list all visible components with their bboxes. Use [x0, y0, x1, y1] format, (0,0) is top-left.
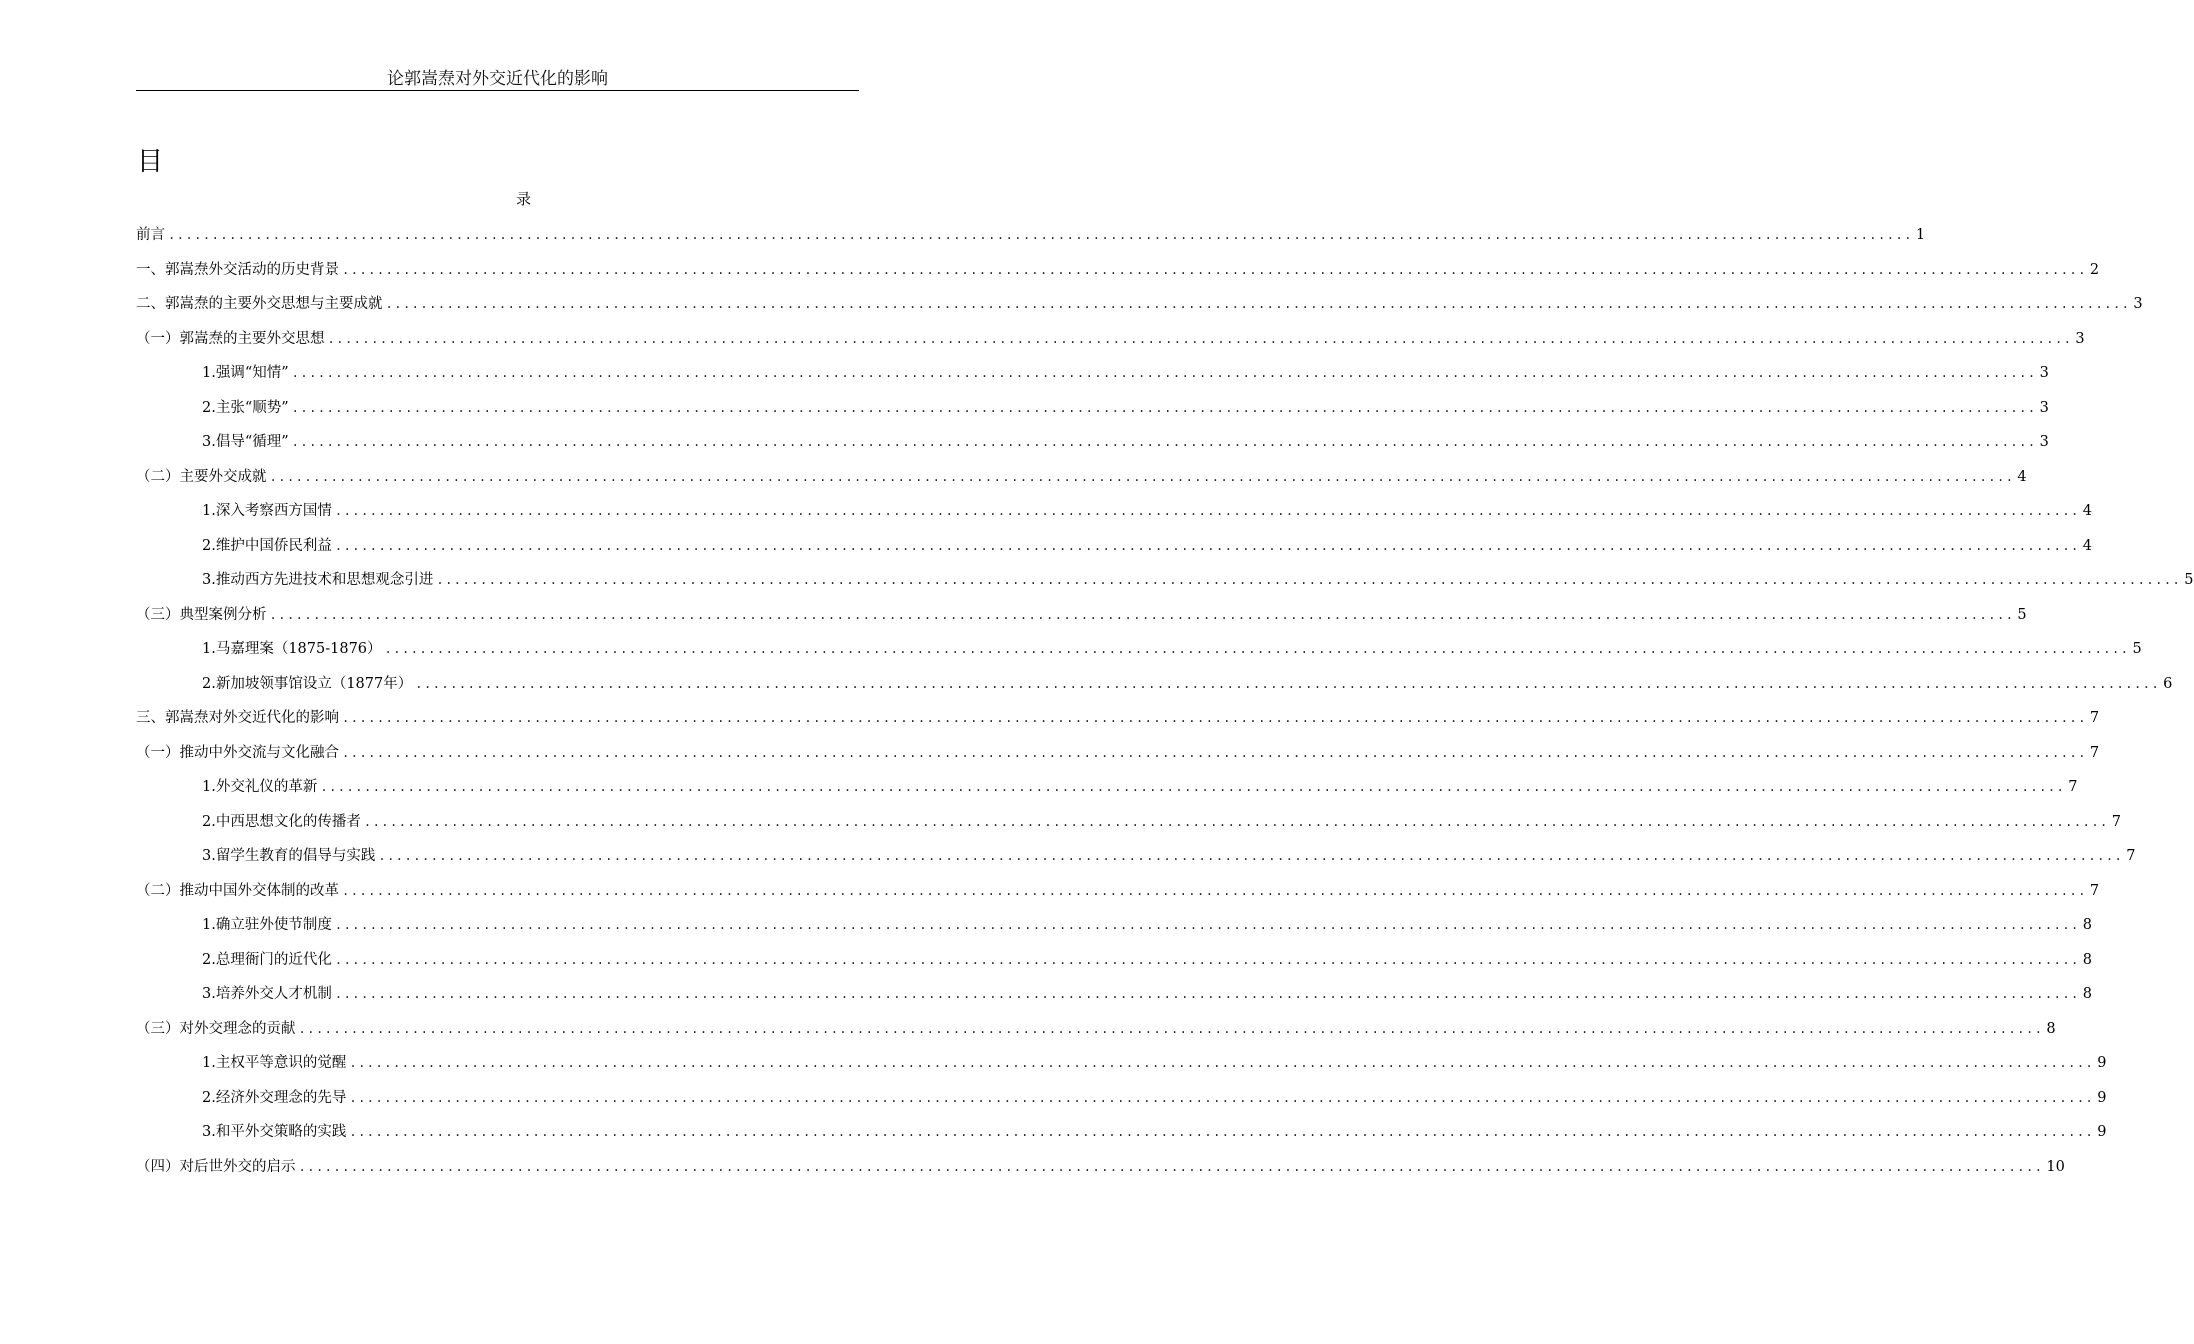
toc-entry-label: 3.推动西方先进技术和思想观念引进 [202, 572, 434, 588]
dot-leader: ........................................................................................................................................................................................................ [349, 1125, 2095, 1139]
toc-entry-label: 2.主张“顺势” [202, 399, 289, 416]
dot-leader: ........................................................................................................................................................................................................ [342, 711, 2087, 725]
toc-entry[interactable] [136, 1156, 2065, 1191]
toc-entry-label: 3.培养外交人才机制 [202, 986, 332, 1002]
toc-entry-page-number: 3 [2075, 330, 2085, 347]
toc-entry-label: 1.马嘉理案（1875-1876） [202, 641, 382, 657]
header-rule [136, 90, 859, 91]
dot-leader: ........................................................................................................................................................................................................ [334, 918, 2080, 932]
toc-entry-page-number: 3 [2039, 399, 2049, 416]
toc-entry-label: 一、郭嵩焘外交活动的历史背景 [136, 261, 339, 278]
toc-entry[interactable] [136, 569, 2194, 604]
toc-entry[interactable] [136, 638, 2142, 673]
toc-entry[interactable] [136, 1052, 2107, 1087]
toc-entry[interactable] [136, 500, 2092, 535]
toc-entry-label: 1.强调“知情” [202, 365, 289, 381]
toc-entry[interactable] [136, 707, 2100, 742]
toc-entry-page-number: 1 [1915, 227, 1926, 243]
toc-entry[interactable] [136, 776, 2078, 811]
dot-leader: ........................................................................................................................................................................................................ [363, 814, 2109, 829]
toc-entry-page-number: 4 [2082, 537, 2092, 554]
toc-entry-label: 前言 [136, 227, 165, 243]
toc-entry-page-number: 5 [2184, 572, 2194, 588]
toc-entry-label: 2.总理衙门的近代化 [202, 951, 332, 968]
toc-entry-label: （一）郭嵩焘的主要外交思想 [136, 330, 325, 347]
toc-entry[interactable] [136, 1087, 2107, 1122]
toc-entry[interactable] [136, 362, 2049, 397]
dot-leader: ........................................................................................................................................................................................................ [342, 262, 2087, 277]
toc-entry-page-number: 9 [2097, 1055, 2107, 1071]
dot-leader: ........................................................................................................................................................................................................ [298, 1021, 2044, 1036]
toc-entry[interactable] [136, 604, 2027, 639]
toc-entry-label: 1.主权平等意识的觉醒 [202, 1055, 347, 1071]
toc-entry-page-number: 7 [2068, 779, 2078, 795]
dot-leader: ........................................................................................................................................................................................................ [334, 538, 2080, 553]
toc-entry[interactable] [136, 983, 2092, 1018]
dot-leader: ........................................................................................................................................................................................................ [436, 573, 2182, 587]
toc-entry-page-number: 9 [2097, 1124, 2107, 1140]
toc-entry-label: 二、郭嵩焘的主要外交思想与主要成就 [136, 296, 383, 312]
document-header-title: 论郭嵩焘对外交近代化的影响 [387, 69, 608, 89]
toc-entry[interactable] [136, 673, 2173, 708]
dot-leader: ........................................................................................................................................................................................................ [334, 987, 2080, 1001]
toc-entry-page-number: 4 [2017, 468, 2027, 485]
toc-entry-page-number: 7 [2126, 848, 2136, 864]
toc-entry[interactable] [136, 535, 2092, 570]
toc-entry-label: 1.确立驻外使节制度 [202, 917, 332, 933]
toc-entry[interactable] [136, 224, 1926, 259]
toc-entry-page-number: 8 [2082, 986, 2092, 1002]
toc-entry-label: 3.倡导“循理” [202, 434, 289, 450]
toc-title: 目 [137, 147, 164, 177]
toc-entry-page-number: 3 [2133, 296, 2143, 312]
toc-entry[interactable] [136, 845, 2136, 880]
toc-entry-page-number: 8 [2082, 917, 2092, 933]
table-of-contents [136, 224, 2194, 1190]
toc-entry-page-number: 3 [2039, 434, 2049, 450]
dot-leader: ........................................................................................................................................................................................................ [291, 400, 2037, 415]
toc-entry-page-number: 7 [2089, 882, 2100, 899]
toc-entry-page-number: 7 [2089, 744, 2100, 761]
toc-entry-page-number: 5 [2132, 641, 2142, 657]
dot-leader: ........................................................................................................................................................................................................ [385, 297, 2131, 311]
dot-leader: ........................................................................................................................................................................................................ [334, 952, 2080, 967]
toc-entry[interactable] [136, 1018, 2056, 1053]
dot-leader: ........................................................................................................................................................................................................ [342, 883, 2087, 898]
toc-entry[interactable] [136, 742, 2100, 777]
dot-leader: ........................................................................................................................................................................................................ [168, 228, 1913, 242]
dot-leader: ........................................................................................................................................................................................................ [415, 676, 2161, 691]
toc-entry-page-number: 5 [2017, 606, 2027, 623]
dot-leader: ........................................................................................................................................................................................................ [342, 745, 2087, 760]
toc-entry[interactable] [136, 431, 2049, 466]
toc-entry-label: 2.中西思想文化的传播者 [202, 813, 361, 830]
dot-leader: ........................................................................................................................................................................................................ [269, 469, 2015, 484]
dot-leader: ........................................................................................................................................................................................................ [327, 331, 2073, 346]
dot-leader: ........................................................................................................................................................................................................ [334, 504, 2080, 518]
dot-leader: ........................................................................................................................................................................................................ [349, 1056, 2095, 1070]
dot-leader: ........................................................................................................................................................................................................ [349, 1090, 2095, 1105]
toc-entry-page-number: 2 [2089, 261, 2100, 278]
toc-title-continued: 录 [515, 190, 531, 208]
toc-entry-page-number: 3 [2039, 365, 2049, 381]
toc-entry-label: 三、郭嵩焘对外交近代化的影响 [136, 710, 339, 726]
toc-entry-label: 2.新加坡领事馆设立（1877年） [202, 675, 413, 692]
toc-entry[interactable] [136, 811, 2121, 846]
toc-entry-label: 1.外交礼仪的革新 [202, 779, 318, 795]
dot-leader: ........................................................................................................................................................................................................ [378, 849, 2124, 863]
toc-entry-label: （二）推动中国外交体制的改革 [136, 882, 339, 899]
toc-entry-page-number: 8 [2046, 1020, 2056, 1037]
toc-entry-page-number: 9 [2097, 1089, 2107, 1106]
toc-entry-page-number: 10 [2046, 1158, 2065, 1175]
dot-leader: ........................................................................................................................................................................................................ [291, 435, 2037, 449]
toc-entry-label: （一）推动中外交流与文化融合 [136, 744, 339, 761]
toc-entry[interactable] [136, 466, 2027, 501]
toc-entry-page-number: 7 [2111, 813, 2121, 830]
toc-entry-label: 3.留学生教育的倡导与实践 [202, 848, 376, 864]
dot-leader: ........................................................................................................................................................................................................ [298, 1159, 2044, 1174]
toc-entry[interactable] [136, 880, 2100, 915]
dot-leader: ........................................................................................................................................................................................................ [320, 780, 2066, 794]
dot-leader: ........................................................................................................................................................................................................ [384, 642, 2130, 656]
toc-entry-page-number: 7 [2089, 710, 2100, 726]
toc-entry[interactable] [136, 328, 2085, 363]
toc-entry-label: 2.经济外交理念的先导 [202, 1089, 347, 1106]
toc-entry[interactable] [136, 259, 2100, 294]
toc-entry[interactable] [136, 949, 2092, 984]
toc-entry-label: （四）对后世外交的启示 [136, 1158, 296, 1175]
toc-entry-label: 1.深入考察西方国情 [202, 503, 332, 519]
dot-leader: ........................................................................................................................................................................................................ [291, 366, 2037, 380]
toc-entry[interactable] [136, 914, 2092, 949]
toc-entry-label: 3.和平外交策略的实践 [202, 1124, 347, 1140]
toc-entry-label: （三）对外交理念的贡献 [136, 1020, 296, 1037]
toc-entry-label: （二）主要外交成就 [136, 468, 267, 485]
toc-entry-page-number: 8 [2082, 951, 2092, 968]
toc-entry-label: 2.维护中国侨民利益 [202, 537, 332, 554]
toc-entry-page-number: 6 [2163, 675, 2173, 692]
toc-entry[interactable] [136, 293, 2143, 328]
dot-leader: ........................................................................................................................................................................................................ [269, 607, 2015, 622]
toc-entry[interactable] [136, 1121, 2107, 1156]
toc-entry-label: （三）典型案例分析 [136, 606, 267, 623]
toc-entry-page-number: 4 [2082, 503, 2092, 519]
toc-entry[interactable] [136, 397, 2049, 432]
